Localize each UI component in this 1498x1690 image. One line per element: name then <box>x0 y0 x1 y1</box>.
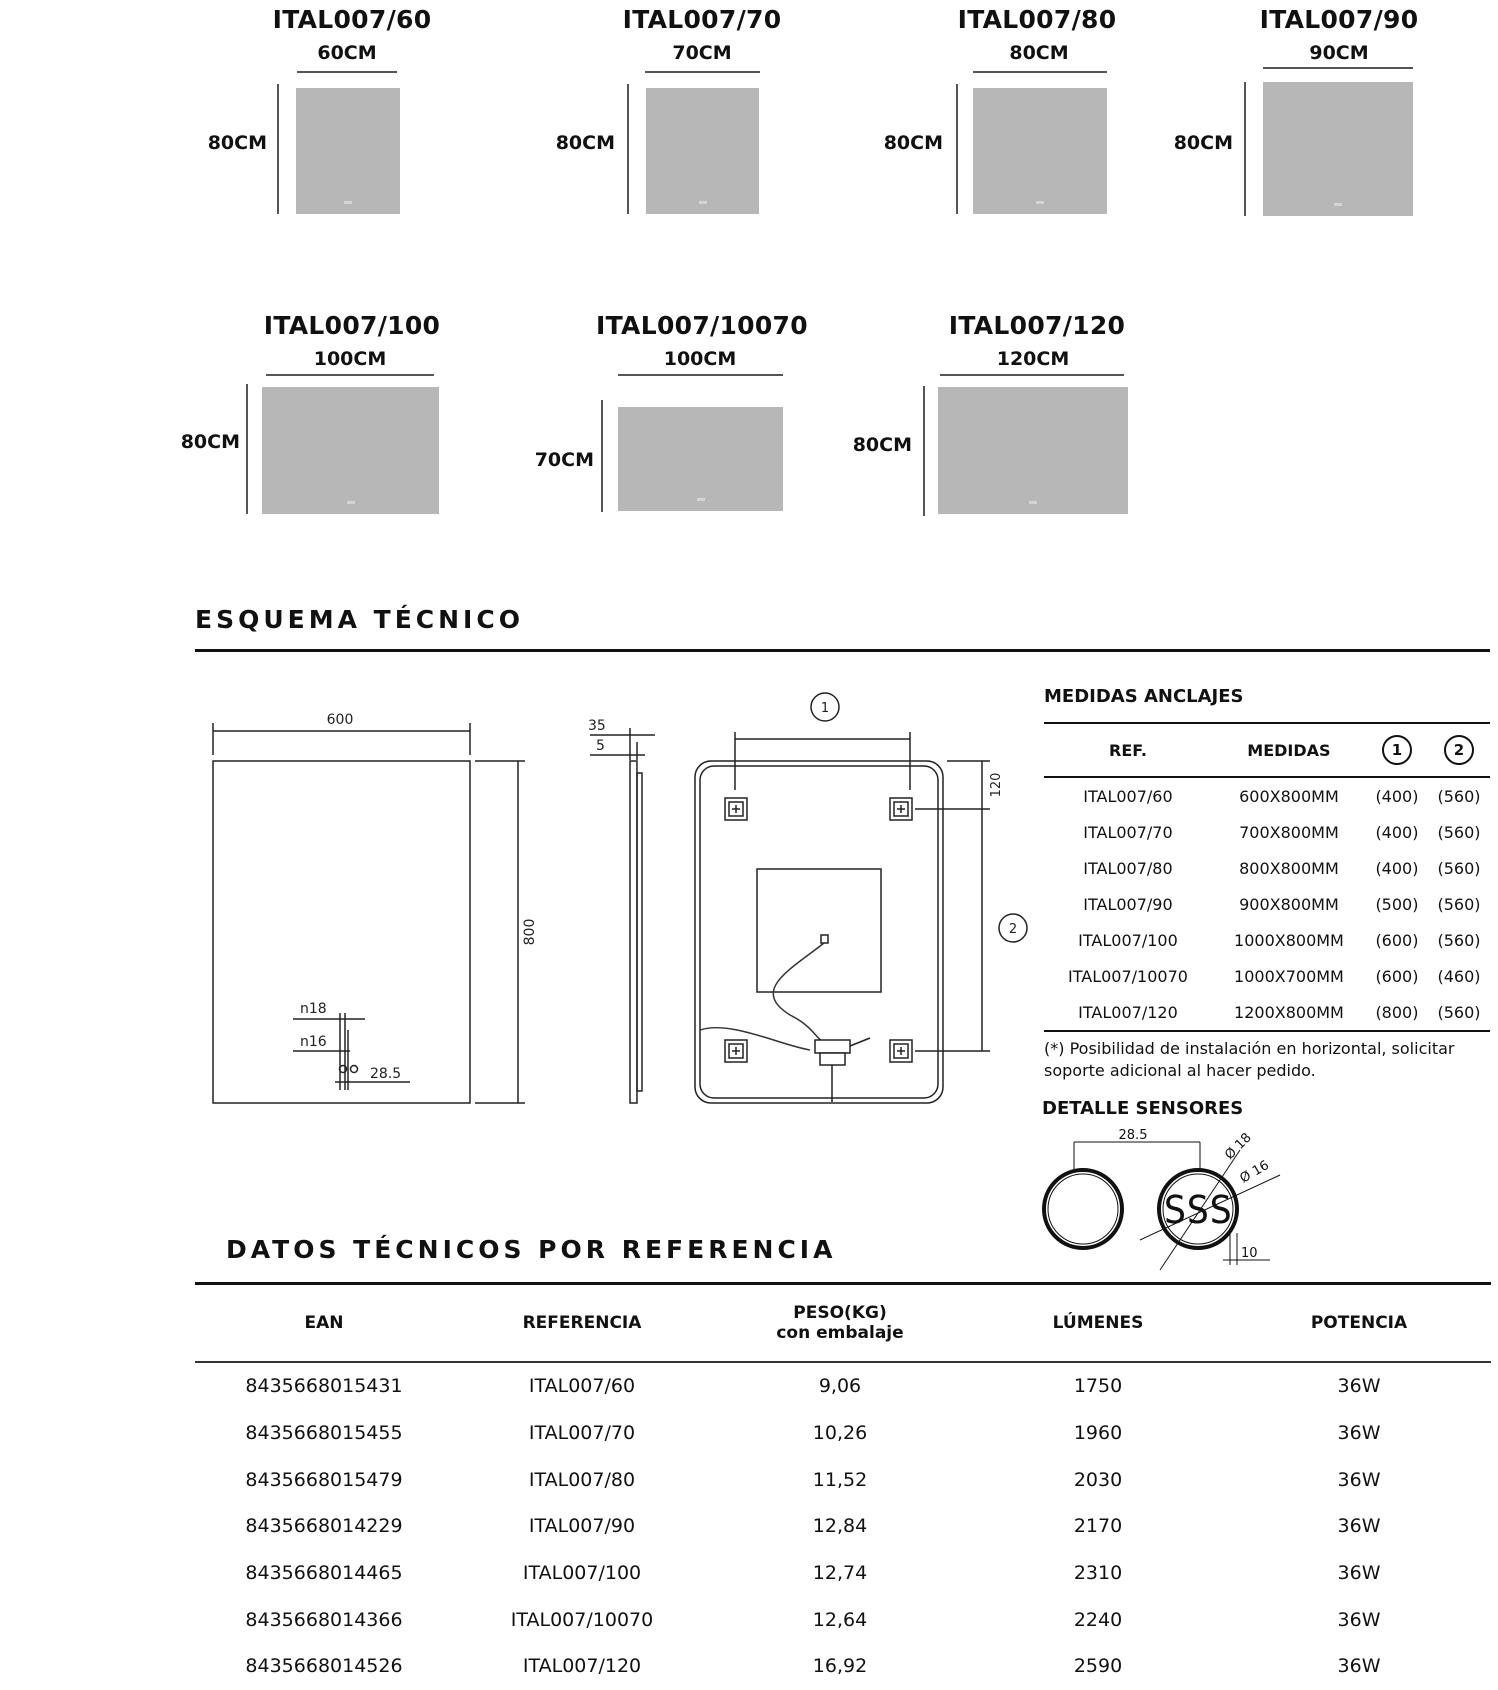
height-dimension-line <box>627 84 629 214</box>
installation-note: (*) Posibilidad de instalación en horizontal, solicitar soporte adicional al hacer pedido. <box>1044 1039 1455 1080</box>
sensor-gap-label: 28.5 <box>1118 1128 1148 1143</box>
header-lumenes: LÚMENES <box>969 1284 1227 1363</box>
height-dimension-line <box>1244 82 1246 216</box>
top-offset-label: 120 <box>989 772 1004 798</box>
diameter-16-label: Ø 16 <box>1237 1158 1272 1187</box>
table-row: 8435668014526 ITAL007/120 16,92 2590 36W <box>245 1655 1381 1678</box>
mirror-width-label: 90CM <box>1309 42 1369 64</box>
header-peso: PESO(KG) <box>793 1303 887 1323</box>
anclajes-table <box>1044 722 1490 1032</box>
anclajes-header-medidas: MEDIDAS <box>1212 723 1366 777</box>
mirror-height-label: 80CM <box>555 132 615 154</box>
anchor-bracket <box>725 1040 747 1062</box>
height-dimension-line <box>601 400 603 512</box>
height-dimension-line <box>246 384 248 514</box>
sensores-title: DETALLE SENSORES <box>1042 1098 1244 1119</box>
width-dimension-line <box>1263 67 1413 69</box>
front-height-label: 800 <box>522 918 538 946</box>
front-width-label: 600 <box>326 712 354 728</box>
table-row: 8435668014229 ITAL007/90 12,84 2170 36W <box>245 1515 1381 1538</box>
table-row: 8435668015455 ITAL007/70 10,26 1960 36W <box>245 1422 1381 1445</box>
section-title-esquema: ESQUEMA TÉCNICO <box>195 605 524 634</box>
technical-drawing <box>190 670 1050 1120</box>
mirror-illustration <box>646 88 759 214</box>
side-depth-label: 35 <box>588 718 606 734</box>
table-row: ITAL007/80 800X800MM (400) (560) <box>1083 858 1481 878</box>
mirror-title: ITAL007/100 <box>263 311 441 340</box>
section-title-datos: DATOS TÉCNICOS POR REFERENCIA <box>226 1235 837 1264</box>
anchor-bracket <box>890 1040 912 1062</box>
width-dimension-line <box>940 374 1124 376</box>
header-ean: EAN <box>195 1284 453 1363</box>
table-row: ITAL007/90 900X800MM (500) (560) <box>1083 894 1481 914</box>
height-dimension-line <box>277 84 279 214</box>
width-dimension-line <box>645 71 760 73</box>
table-row: 8435668014366 ITAL007/10070 12,64 2240 36W <box>245 1608 1381 1631</box>
width-dimension-line <box>618 374 783 376</box>
n16-label: n16 <box>300 1034 327 1050</box>
mirror-height-label: 80CM <box>207 132 267 154</box>
sensor-circle <box>1044 1170 1122 1248</box>
table-row: ITAL007/100 1000X800MM (600) (560) <box>1078 930 1481 950</box>
mirror-height-label: 80CM <box>883 132 943 154</box>
mirror-width-label: 60CM <box>317 42 377 64</box>
mirror-illustration <box>296 88 400 214</box>
anclajes-title: MEDIDAS ANCLAJES <box>1044 686 1244 707</box>
marker-2-label: 2 <box>1008 922 1018 937</box>
mirror-illustration <box>938 387 1128 514</box>
table-row: 8435668014465 ITAL007/100 12,74 2310 36W <box>245 1562 1381 1585</box>
sensor-dot <box>351 1066 358 1073</box>
diameter-18-label: Ø 18 <box>1222 1130 1255 1163</box>
mirror-width-label: 70CM <box>672 42 732 64</box>
table-row: ITAL007/10070 1000X700MM (600) (460) <box>1068 966 1481 986</box>
mirror-height-label: 80CM <box>1173 132 1233 154</box>
header-referencia: REFERENCIA <box>453 1284 711 1363</box>
sensor-logo: SSS <box>1163 1188 1233 1232</box>
mirror-width-label: 80CM <box>1009 42 1069 64</box>
anclajes-header-marker-2: 2 <box>1444 735 1474 765</box>
anchor-bracket <box>890 798 912 820</box>
datos-table <box>195 1282 1491 1690</box>
width-dimension-line <box>973 71 1107 73</box>
mirror-title: ITAL007/90 <box>1259 5 1419 34</box>
header-peso-sub: con embalaje <box>776 1323 904 1343</box>
mirror-illustration <box>1263 82 1413 216</box>
mirror-title: ITAL007/70 <box>622 5 782 34</box>
table-row: 8435668015431 ITAL007/60 9,06 1750 36W <box>245 1375 1381 1398</box>
marker-1-label: 1 <box>820 701 830 716</box>
mirror-illustration <box>262 387 439 514</box>
height-dimension-line <box>956 84 958 214</box>
mirror-title: ITAL007/10070 <box>596 311 808 340</box>
table-row: ITAL007/60 600X800MM (400) (560) <box>1083 786 1481 806</box>
side-frame-label: 5 <box>596 738 605 754</box>
back-panel <box>757 869 881 992</box>
sensor-gap-label: 28.5 <box>370 1066 402 1082</box>
anchor-bracket <box>725 798 747 820</box>
anclajes-header-ref: REF. <box>1044 723 1212 777</box>
height-dimension-line <box>923 386 925 516</box>
mirror-illustration <box>618 407 783 511</box>
width-dimension-line <box>266 374 434 376</box>
mirror-illustration <box>973 88 1107 214</box>
table-row: 8435668015479 ITAL007/80 11,52 2030 36W <box>245 1468 1381 1491</box>
mirror-width-label: 120CM <box>996 348 1070 370</box>
sensor-detail-drawing <box>1025 1125 1295 1275</box>
mirror-title: ITAL007/120 <box>948 311 1126 340</box>
width-dimension-line <box>297 71 397 73</box>
mirror-title: ITAL007/60 <box>272 5 432 34</box>
mirror-height-label: 80CM <box>852 434 912 456</box>
header-potencia: POTENCIA <box>1227 1284 1491 1363</box>
mirror-width-label: 100CM <box>313 348 387 370</box>
table-row: ITAL007/70 700X800MM (400) (560) <box>1083 822 1481 842</box>
mirror-height-label: 80CM <box>180 431 240 453</box>
ten-label: 10 <box>1241 1246 1258 1261</box>
mirror-title: ITAL007/80 <box>957 5 1117 34</box>
section-rule <box>195 649 1490 652</box>
table-row: ITAL007/120 1200X800MM (800) (560) <box>1044 994 1490 1031</box>
anclajes-header-marker-1: 1 <box>1382 735 1412 765</box>
mirror-width-label: 100CM <box>663 348 737 370</box>
side-view-outline <box>630 761 637 1103</box>
n18-label: n18 <box>300 1001 327 1017</box>
mirror-height-label: 70CM <box>534 449 594 471</box>
